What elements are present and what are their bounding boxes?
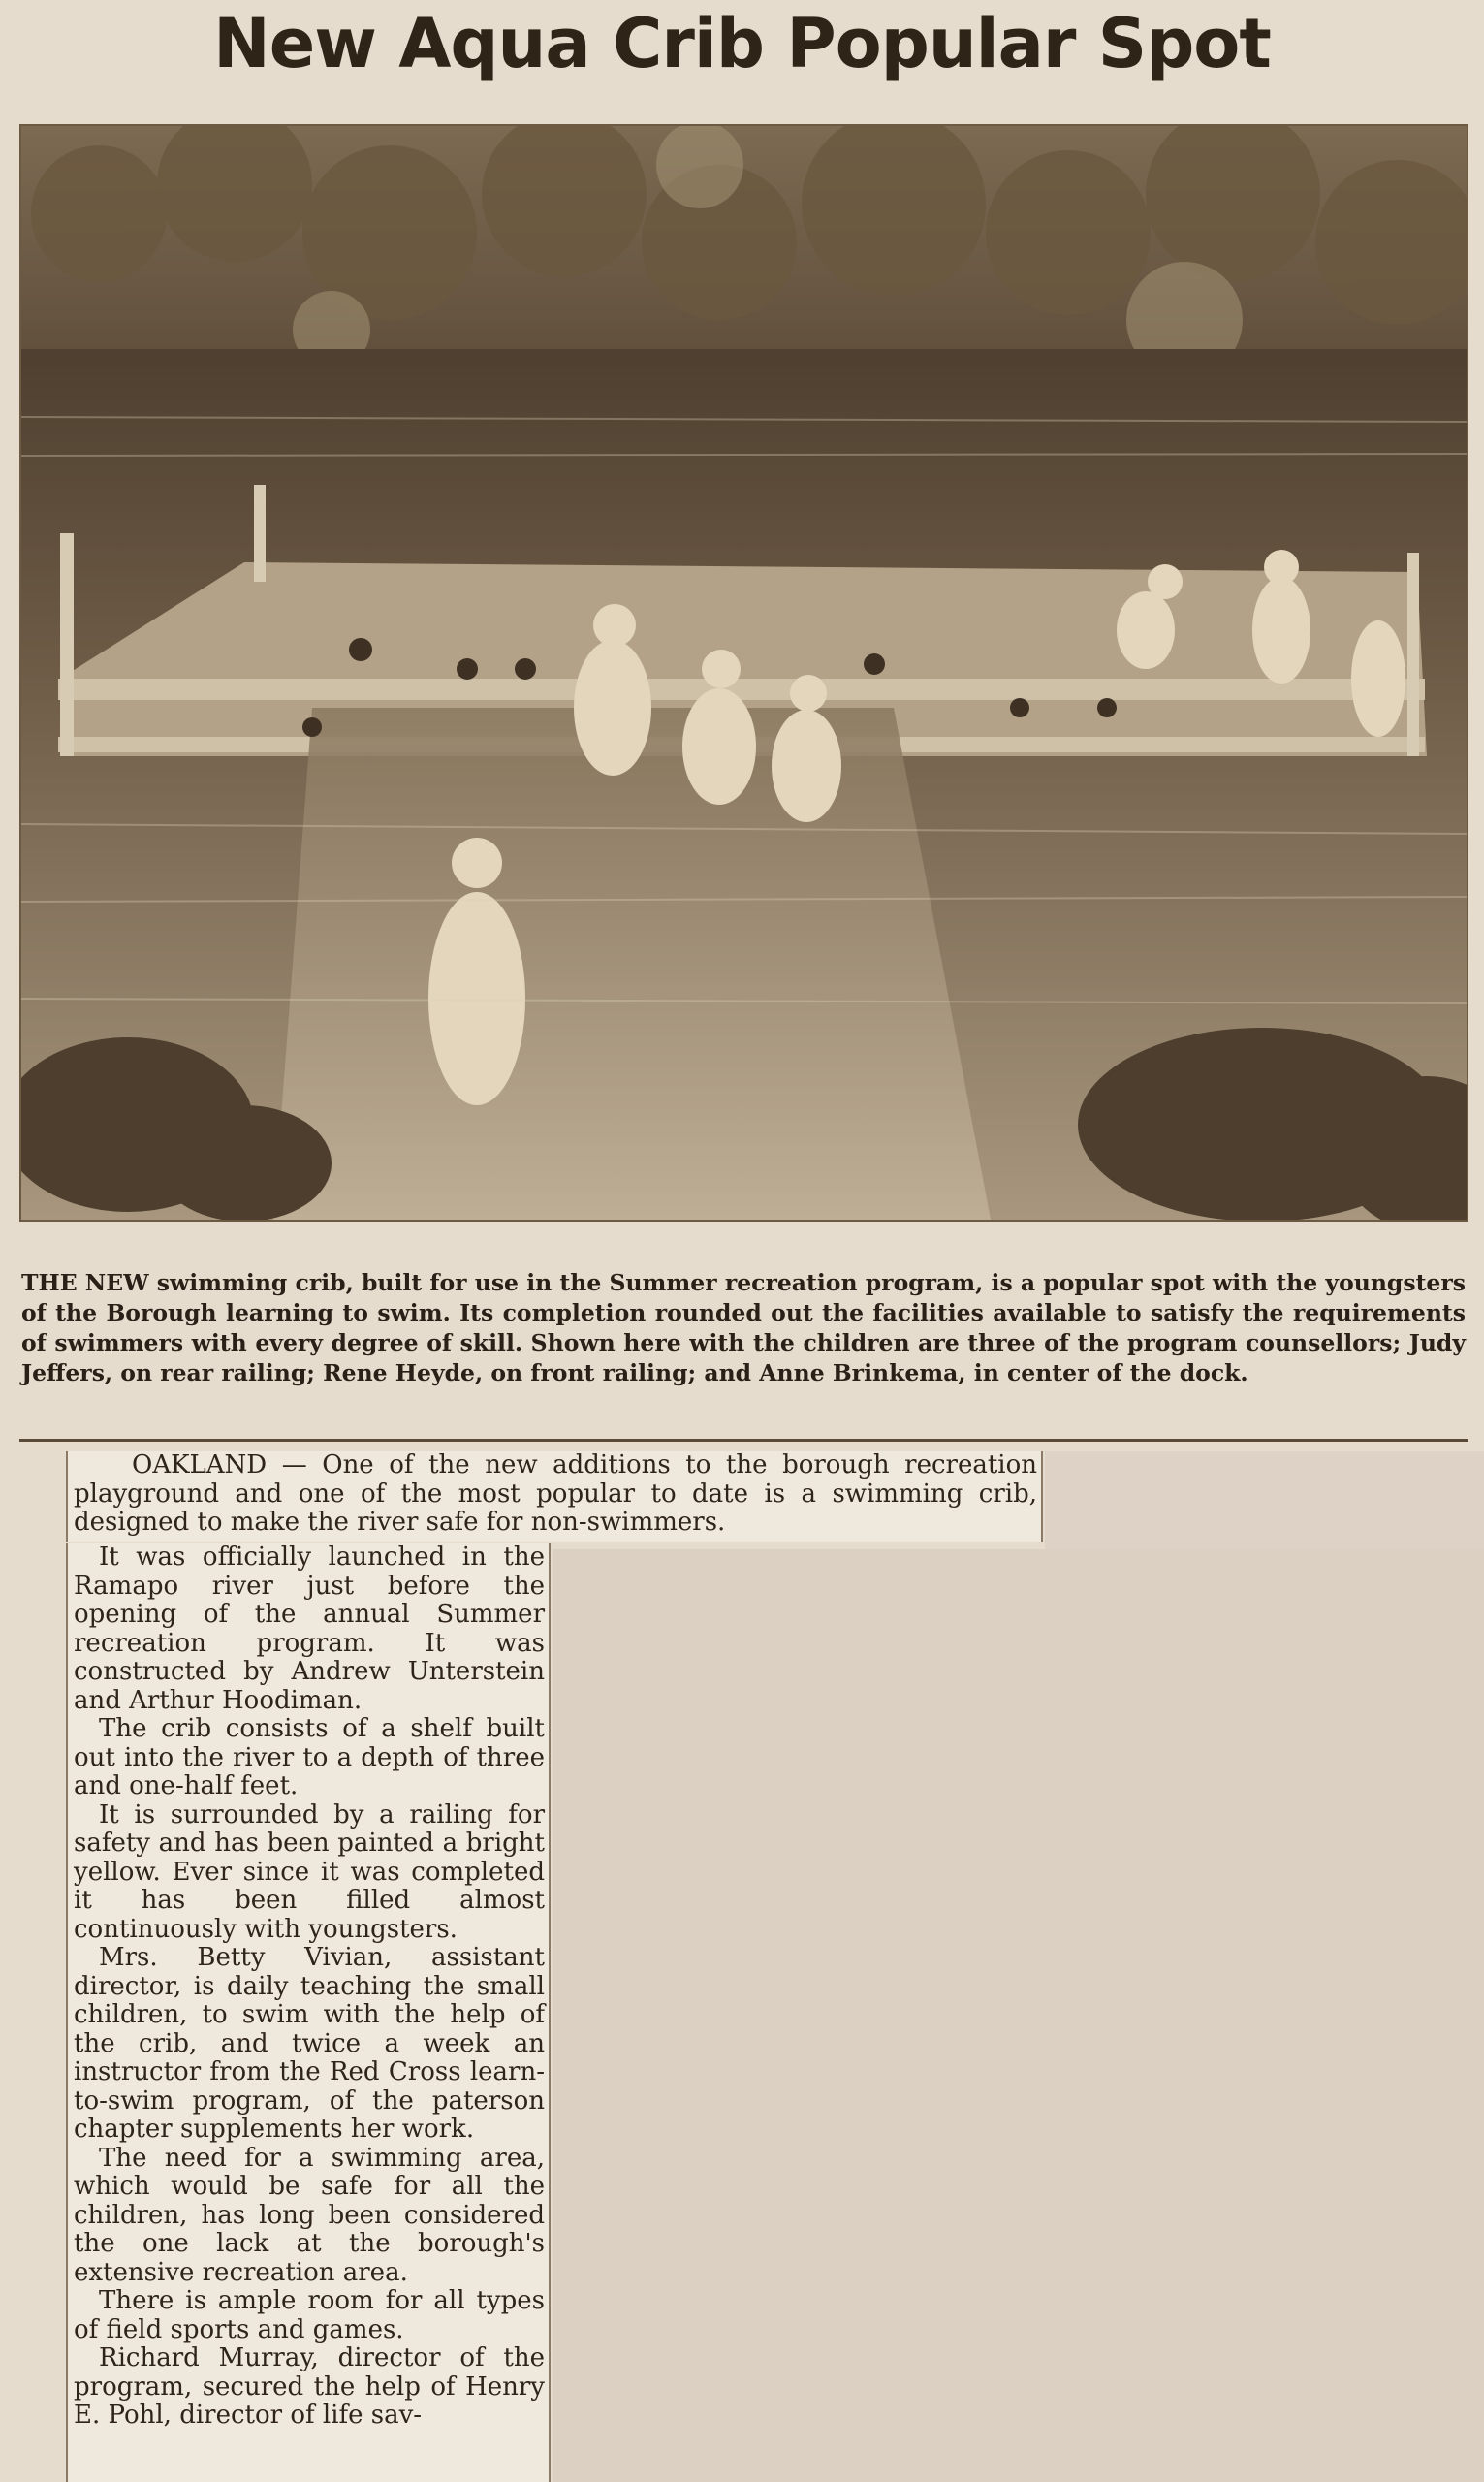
article-paragraph: There is ample room for all types of field sports and games. [74, 2286, 545, 2344]
blank-area-top [1045, 1451, 1484, 1549]
article-paragraph: The need for a swimming area, which would be safe for all the children, has long been considered the one lack at the borough's extensive recreation area. [74, 2143, 545, 2287]
article-paragraph: It was officially launched in the Ramapo river just before the opening of the annual Summer recreation program. It was constructed by Andrew Unterstein and Arthur Hoodiman. [74, 1543, 545, 1715]
article-paragraph: The crib consists of a shelf built out into the river to a depth of three and one-half feet. [74, 1714, 545, 1800]
shallow-water [273, 708, 991, 1220]
river-photo [19, 124, 1468, 1222]
article-paragraph: Richard Murray, director of the program, secured the help of Henry E. Pohl, director of life sav- [74, 2343, 545, 2430]
article-column [66, 1543, 551, 2482]
article-lead-text: OAKLAND — One of the new additions to the borough recreation playground and one of the most popular to date is a swimming crib, designed to make the river safe for non-swimmers. [74, 1450, 1037, 1537]
article-paragraph: It is surrounded by a railing for safety and has been painted a bright yellow. Ever since it was completed it has been filled almost continuously with youngsters. [74, 1799, 545, 1944]
blank-area [553, 1549, 1484, 2482]
article-paragraph: Mrs. Betty Vivian, assistant director, is daily teaching the small children, to swim with the help of the crib, and twice a week an instructor from the Red Cross learn-to-swim program, of the paterson chapter supplements her work. [74, 1943, 545, 2144]
headline: New Aqua Crib Popular Spot [213, 4, 1271, 83]
photo-caption: THE NEW swimming crib, built for use in the Summer recreation program, is a popular spot with the youngsters of the Borough learning to swim. Its completion rounded out the facilities available to satisfy the requirements of swimmers with every degree of skill. Shown here with the children are three of the program counsellors; Judy Jeffers, on rear railing; Rene Heyde, on front railing; and Anne Brinkema, in center of the dock. [21, 1269, 1466, 1386]
caption-divider [19, 1439, 1468, 1442]
photo-illustration [21, 126, 1467, 1220]
article-lead [66, 1451, 1043, 1542]
